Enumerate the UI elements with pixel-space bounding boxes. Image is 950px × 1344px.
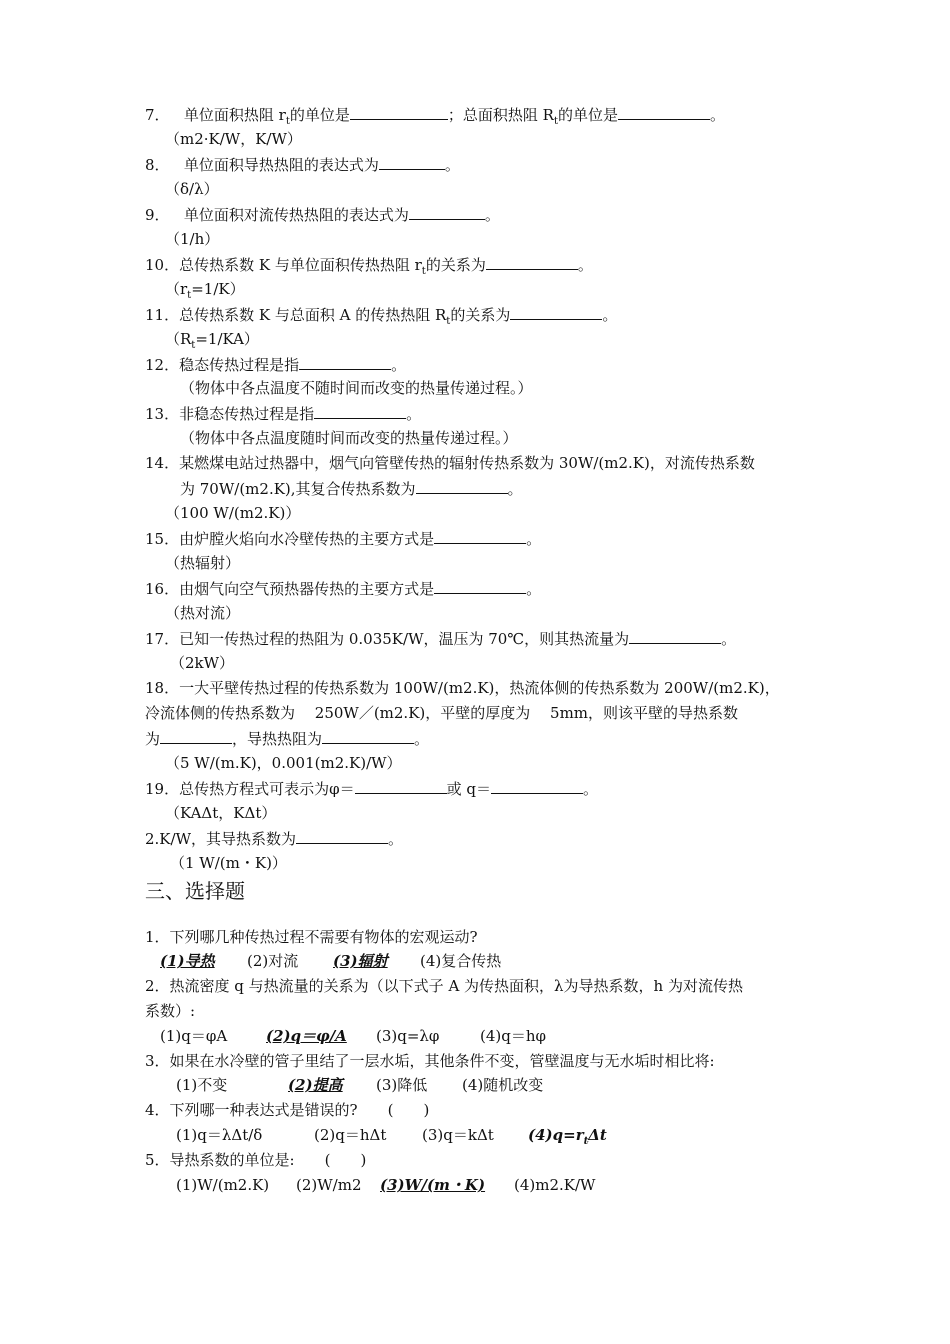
question-13: 13．非稳态传热过程是指 。 xyxy=(145,405,422,423)
answer-8: （δ/λ） xyxy=(165,180,219,198)
option-2[interactable]: (2)对流 xyxy=(247,952,299,970)
option-3-correct[interactable]: (3)W/(m・K) xyxy=(380,1176,486,1194)
answer-14: （100 W/(m2.K)） xyxy=(165,504,301,522)
question-14: 14．某燃煤电站过热器中，烟气向管壁传热的辐射传热系数为 30W/(m2.K)，对流传热系数 xyxy=(145,454,755,472)
answer-blank[interactable] xyxy=(409,204,485,220)
answer-blank[interactable] xyxy=(299,354,391,370)
answer-blank[interactable] xyxy=(491,778,583,794)
question-20-fragment: 2.K/W，其导热系数为 。 xyxy=(145,830,404,848)
answer-20: （1 W/(m・K)） xyxy=(170,854,287,872)
answer-blank[interactable] xyxy=(379,154,445,170)
answer-15: （热辐射） xyxy=(165,554,241,572)
answer-10: $(r_t=1/K)$ xyxy=(165,280,245,301)
option-3[interactable]: (3)降低 xyxy=(376,1076,428,1094)
answer-blank[interactable] xyxy=(434,528,526,544)
option-1[interactable]: (1)W/(m2.K) xyxy=(176,1176,270,1194)
answer-11: $(R_t=1/KA)$ xyxy=(165,330,259,351)
option-3-correct[interactable]: (3)辐射 xyxy=(333,952,388,970)
question-10: 10．总传热系数 K 与单位面积传热热阻 $r_t$的关系为 。 xyxy=(145,256,593,277)
answer-16: （热对流） xyxy=(165,604,241,622)
answer-blank[interactable] xyxy=(486,254,578,270)
question-16: 16．由烟气向空气预热器传热的主要方式是 。 xyxy=(145,580,542,598)
option-3[interactable]: (3)q＝kΔt xyxy=(422,1126,494,1144)
answer-13: （物体中各点温度随时间而改变的热量传递过程。） xyxy=(180,429,518,447)
option-1[interactable]: (1)q＝λΔt/δ xyxy=(176,1126,263,1144)
option-1-correct[interactable]: (1)导热 xyxy=(160,952,215,970)
answer-blank[interactable] xyxy=(618,104,710,120)
question-18-line2: 冷流体侧的传热系数为 250W／(m2.K)，平壁的厚度为 5mm，则该平壁的导热系数 xyxy=(145,704,739,722)
question-17: 17．已知一传热过程的热阻为 0.035K/W，温压为 70℃，则其热流量为 。 xyxy=(145,630,737,648)
answer-blank[interactable] xyxy=(416,478,508,494)
answer-blank[interactable] xyxy=(160,728,232,744)
answer-7: （m2·K/W，K/W） xyxy=(165,130,302,148)
answer-blank[interactable] xyxy=(510,304,602,320)
question-11: 11．总传热系数 K 与总面积 A 的传热热阻 $R_t$的关系为 。 xyxy=(145,306,618,327)
answer-blank[interactable] xyxy=(296,828,388,844)
answer-blank[interactable] xyxy=(314,403,406,419)
answer-blank[interactable] xyxy=(355,778,447,794)
question-8: 8． 单位面积导热热阻的表达式为 。 xyxy=(145,156,460,174)
option-4[interactable]: (4)m2.K/W xyxy=(514,1176,596,1194)
question-15: 15．由炉膛火焰向水冷壁传热的主要方式是 。 xyxy=(145,530,542,548)
answer-blank[interactable] xyxy=(629,628,721,644)
option-2-correct[interactable]: (2)提高 xyxy=(288,1076,343,1094)
answer-17: （2kW） xyxy=(170,654,235,672)
option-1[interactable]: (1)不变 xyxy=(176,1076,228,1094)
answer-9: （1/h） xyxy=(165,230,220,248)
option-1[interactable]: (1)q＝φA xyxy=(160,1027,228,1045)
section-title: 三、选择题 xyxy=(145,879,245,903)
question-19: 19．总传热方程式可表示为φ＝ 或 q＝ 。 xyxy=(145,780,598,798)
question-18-line3: 为 ，导热热阻为 。 xyxy=(145,730,430,748)
answer-12: （物体中各点温度不随时间而改变的热量传递过程。） xyxy=(180,379,533,397)
choice-options-4 xyxy=(176,1125,607,1152)
question-7: 7． 单位面积热阻 $r_t$的单位是 ；总面积热阻 $R_t$的单位是 。 xyxy=(145,106,725,127)
choice-question-3: 3．如果在水冷壁的管子里结了一层水垢，其他条件不变，管壁温度与无水垢时相比将: xyxy=(145,1052,715,1070)
option-2-correct[interactable]: (2)q＝φ/A xyxy=(266,1027,347,1045)
choice-question-4: 4．下列哪一种表达式是错误的? ( ) xyxy=(145,1101,430,1119)
choice-options-1 xyxy=(160,951,501,971)
choice-question-2: 2．热流密度 q 与热流量的关系为（以下式子 A 为传热面积，λ为导热系数，h 为对流传热 xyxy=(145,977,743,995)
question-12: 12．稳态传热过程是指 。 xyxy=(145,356,407,374)
question-9: 9． 单位面积对流传热热阻的表达式为 。 xyxy=(145,206,500,224)
choice-question-2-line2: 系数）: xyxy=(145,1002,196,1020)
option-2[interactable]: (2)q＝hΔt xyxy=(314,1126,387,1144)
option-4[interactable]: (4)q＝hφ xyxy=(480,1027,547,1045)
option-4[interactable]: (4)随机改变 xyxy=(462,1076,544,1094)
answer-18: （5 W/(m.K)，0.001(m2.K)/W） xyxy=(165,754,402,772)
answer-blank[interactable] xyxy=(434,578,526,594)
choice-question-5: 5．导热系数的单位是: ( ) xyxy=(145,1151,367,1169)
option-3[interactable]: (3)q=λφ xyxy=(376,1027,440,1045)
answer-blank[interactable] xyxy=(350,104,448,120)
option-2[interactable]: (2)W/m2 xyxy=(296,1176,362,1194)
question-14-line2: 为 70W/(m2.K),其复合传热系数为 。 xyxy=(180,480,523,498)
question-18: 18．一大平壁传热过程的传热系数为 100W/(m2.K)，热流体侧的传热系数为 200W/(m2.K)， xyxy=(145,679,780,697)
option-4[interactable]: (4)复合传热 xyxy=(420,952,502,970)
choice-options-2 xyxy=(160,1026,546,1046)
answer-blank[interactable] xyxy=(322,728,414,744)
answer-19: （KAΔt，KΔt） xyxy=(165,804,277,822)
choice-question-1: 1．下列哪几种传热过程不需要有物体的宏观运动? xyxy=(145,928,478,946)
option-4-correct[interactable]: $(4)q=r_t\Delta t$ xyxy=(528,1126,607,1147)
choice-options-5 xyxy=(176,1175,595,1195)
choice-options-3 xyxy=(176,1075,543,1095)
